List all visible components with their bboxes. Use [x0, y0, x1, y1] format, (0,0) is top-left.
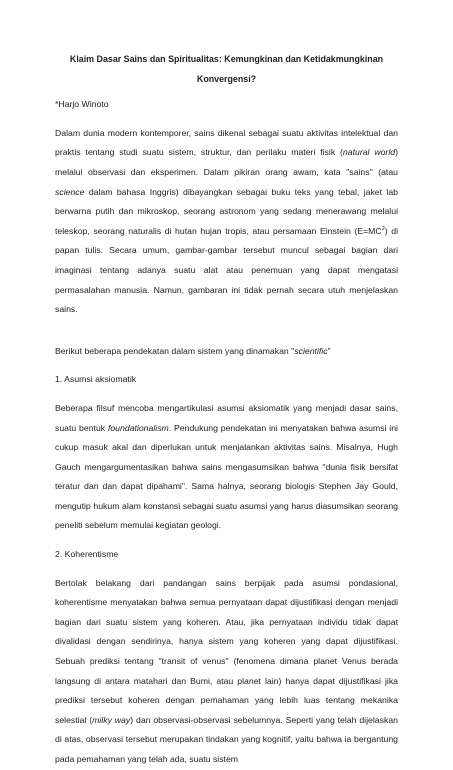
intro-emphasis-1: natural world: [342, 147, 396, 158]
section-1-emphasis: foundationalism: [107, 422, 169, 433]
document-body: [55, 50, 398, 770]
title-line-2: Konvergensi?: [196, 73, 257, 84]
title-line-1: Klaim Dasar Sains dan Spiritualitas: Kemungkinan dan Ketidakmungkinan: [69, 54, 384, 64]
section-1-text-1: Beberapa filsuf mencoba mengartikulasi asumsi aksiomatik yang menjadi dasar sains, suatu bentuk: [55, 402, 398, 433]
intro-text-4: ) di papan tulis. Secara umum, gambar-gambar tersebut muncul sebagai bagian dari imaginasi tentang adanya suatu alat atau penemuan yang dapat mengatasi permasalahan manusia. Namun, gambaran ini tidak pernah secara utuh menjelaskan sains.: [55, 225, 398, 315]
section-1-heading: 1. Asumsi aksiomatik: [55, 374, 137, 385]
approaches-text-1: Berikut beberapa pendekatan dalam sistem yang dinamakan ": [55, 345, 295, 356]
section-2-text-1: Bertolak belakang dari pandangan sains berpijak pada asumsi pondasional, koherentisme menyatakan bahwa semua pernyataan dapat dijustifikasi dengan menjadi bagian dari suatu sistem yang koheren. Atau, jika pernyataan individu tidak dapat divalidasi dengan sendirinya, hanya sistem yang koheren yang dapat dijustifikasi. Sebuah prediksi tentang "transit of venus" (fenomena dimana planet Venus berada langsung di antara matahari dan Bumi, atau planet lain) hanya dapat dijustifikasi jika prediksi tersebut koheren dengan pemahaman yang lebih luas tentang mekanika selestial (: [55, 577, 398, 725]
spacer: [55, 320, 398, 342]
approaches-text-2: ": [327, 345, 331, 356]
intro-paragraph: [55, 124, 398, 320]
spacer: [55, 361, 398, 370]
section-2-heading: 2. Koherentisme: [55, 549, 119, 560]
section-2-text-2: ) dan observasi-observasi sebelumnya. Seperti yang telah dijelaskan di atas, observasi tersebut merupakan tindakan yang kognitif, yaitu bahwa ia bergantung pada pemahaman yang telah ada, suatu sistem: [55, 714, 398, 764]
intro-text-1: Dalam dunia modern kontemporer, sains dikenal sebagai suatu aktivitas intelektual dan praktis tentang studi suatu sistem, struktur, dan perilaku materi fisik (: [55, 127, 398, 158]
spacer: [55, 565, 398, 574]
intro-emphasis-2: science: [55, 186, 85, 197]
section-2-emphasis: milky way: [92, 714, 131, 725]
spacer: [55, 536, 398, 545]
document-title: [55, 50, 398, 89]
intro-superscript: 2: [381, 225, 385, 232]
author-line: *Harjo Winoto: [55, 99, 109, 110]
approaches-emphasis: scientific: [294, 345, 328, 356]
intro-text-2: ) melalui observasi dan eksperimen. Dalam pikiran orang awam, kata "sains" (atau: [55, 147, 398, 177]
approaches-paragraph: [55, 342, 398, 362]
section-1-paragraph: [55, 399, 398, 536]
spacer: [55, 115, 398, 124]
section-2-paragraph: [55, 574, 398, 770]
intro-text-3: dalam bahasa Inggris) dibayangkan sebagai buku teks yang tebal, jaket lab berwarna putih dan mikroskop, seorang astronom yang sedang menerawang melalui teleskop, seorang naturalis di hutan hujan tropis, atau persamaan Einstein (E=MC: [55, 186, 398, 236]
spacer: [55, 390, 398, 399]
section-1-text-2: . Pendukung pendekatan ini menyatakan bahwa asumsi ini cukup masuk akal dan diperlukan untuk menjalankan aktivitas sains. Misalnya, Hugh Gauch mengargumentasikan bahwa sains mengasumsikan bahwa "dunia fisik bersifat teratur dan dan dapat dipahami". Sama halnya, seorang biologis Stephen Jay Gould, mengutip hukum alam konstansi sebagai suatu asumsi yang harus diasumsikan seorang peneliti sebelum memulai kegiatan geologi.: [55, 422, 398, 531]
